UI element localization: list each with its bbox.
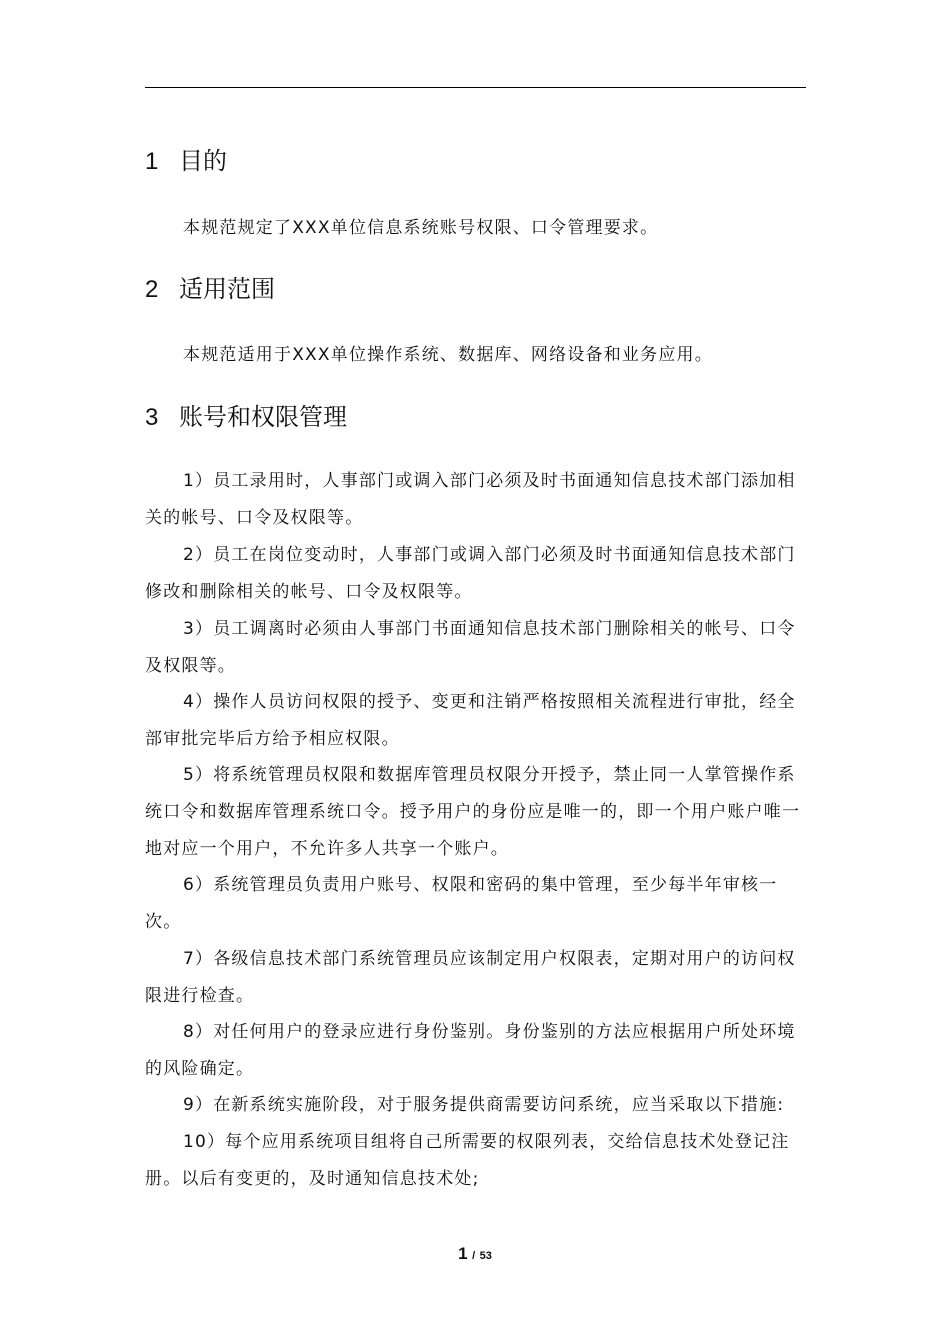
section-title: 适用范围 xyxy=(179,275,275,303)
paragraph: 本规范规定了XXX单位信息系统账号权限、口令管理要求。 xyxy=(183,218,659,238)
section-title: 目的 xyxy=(179,147,227,175)
page-separator: / xyxy=(472,1250,476,1262)
paragraph-item: 5）将系统管理员权限和数据库管理员权限分开授予，禁止同一人掌管操作系统口令和数据库管理系统口令。授予用户的身份应是唯一的，即一个用户账户唯一地对应一个用户，不允许多人共享一个账户。 xyxy=(145,765,801,859)
paragraph-item: 3）员工调离时必须由人事部门书面通知信息技术部门删除相关的帐号、口令及权限等。 xyxy=(145,619,796,676)
section-heading xyxy=(145,274,275,305)
paragraph-item: 4）操作人员访问权限的授予、变更和注销严格按照相关流程进行审批，经全部审批完毕后方给予相应权限。 xyxy=(145,692,796,749)
paragraph-item: 9）在新系统实施阶段，对于服务提供商需要访问系统，应当采取以下措施: xyxy=(183,1095,785,1115)
section-heading xyxy=(145,402,347,433)
total-pages: 53 xyxy=(479,1250,492,1262)
section-heading xyxy=(145,146,227,177)
section-number: 3 xyxy=(145,404,159,431)
paragraph-item: 8）对任何用户的登录应进行身份鉴别。身份鉴别的方法应根据用户所处环境的风险确定。 xyxy=(145,1022,796,1079)
paragraph-item: 10）每个应用系统项目组将自己所需要的权限列表，交给信息技术处登记注册。以后有变更的，及时通知信息技术处; xyxy=(145,1132,790,1189)
page-number-footer xyxy=(0,1244,950,1264)
paragraph: 本规范适用于XXX单位操作系统、数据库、网络设备和业务应用。 xyxy=(183,345,713,365)
paragraph-item: 6）系统管理员负责用户账号、权限和密码的集中管理，至少每半年审核一次。 xyxy=(145,875,778,932)
paragraph-item: 7）各级信息技术部门系统管理员应该制定用户权限表，定期对用户的访问权限进行检查。 xyxy=(145,949,796,1006)
section-title: 账号和权限管理 xyxy=(179,403,347,431)
header-rule xyxy=(145,87,806,88)
section-number: 2 xyxy=(145,276,159,303)
paragraph-item: 1）员工录用时，人事部门或调入部门必须及时书面通知信息技术部门添加相关的帐号、口令及权限等。 xyxy=(145,471,796,528)
current-page-number: 1 xyxy=(458,1244,468,1263)
paragraph-item: 2）员工在岗位变动时，人事部门或调入部门必须及时书面通知信息技术部门修改和删除相关的帐号、口令及权限等。 xyxy=(145,545,796,602)
section-number: 1 xyxy=(145,148,159,175)
